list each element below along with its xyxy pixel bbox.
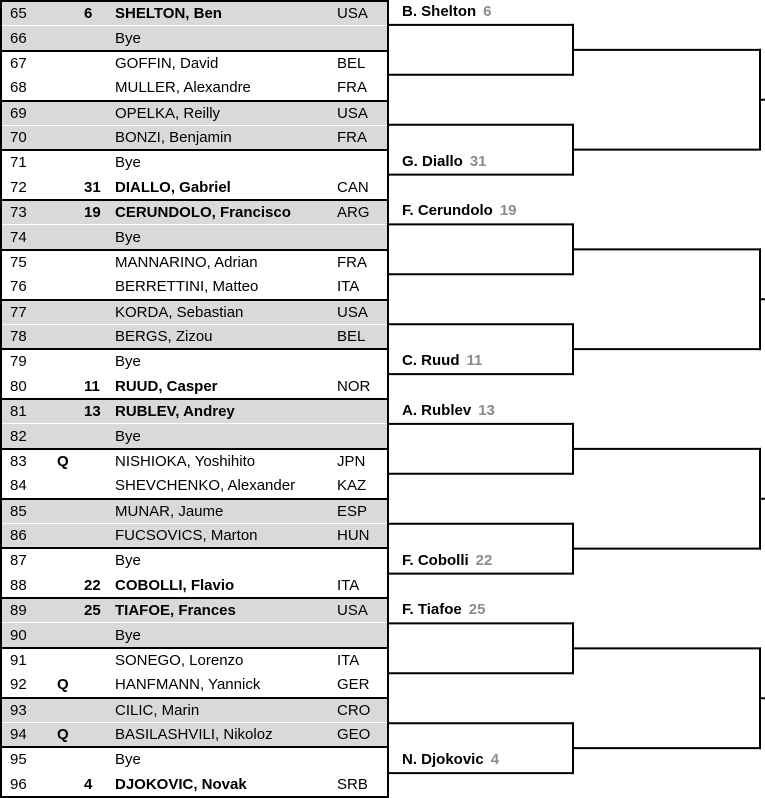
row-player-name: SHELTON, Ben — [115, 5, 222, 23]
row-position: 70 — [10, 129, 27, 147]
row-player-name: Bye — [115, 552, 141, 570]
winner-seed: 4 — [490, 751, 500, 768]
winner-name: B. Shelton — [402, 3, 477, 20]
row-qualifier: Q — [57, 676, 69, 694]
row-position: 79 — [10, 353, 27, 371]
row-country: ITA — [337, 278, 360, 296]
row-position: 85 — [10, 502, 27, 520]
row-player-name: COBOLLI, Flavio — [115, 576, 235, 594]
row-player-name: BERRETTINI, Matteo — [115, 278, 259, 296]
winner-label — [402, 0, 492, 24]
table-row — [2, 746, 387, 771]
table-row — [2, 348, 387, 373]
row-country: USA — [337, 303, 368, 321]
row-player-name: Bye — [115, 626, 141, 644]
row-position: 78 — [10, 328, 27, 346]
table-row — [2, 772, 387, 796]
row-player-name: MUNAR, Jaume — [115, 502, 224, 520]
row-position: 83 — [10, 452, 27, 470]
row-country: KAZ — [337, 477, 367, 495]
row-position: 66 — [10, 29, 27, 47]
winner-label — [402, 199, 517, 223]
row-player-name: Bye — [115, 353, 141, 371]
row-position: 80 — [10, 377, 27, 395]
row-player-name: BONZI, Benjamin — [115, 129, 232, 147]
row-country: ITA — [337, 651, 360, 669]
row-country: JPN — [337, 452, 366, 470]
row-country: SRB — [337, 775, 368, 793]
winner-label — [402, 748, 499, 772]
row-country: USA — [337, 602, 368, 620]
row-country: CRO — [337, 701, 371, 719]
row-position: 65 — [10, 5, 27, 23]
row-country: NOR — [337, 377, 371, 395]
row-player-name: TIAFOE, Frances — [115, 602, 236, 620]
row-country: FRA — [337, 253, 367, 271]
row-position: 96 — [10, 775, 27, 793]
row-position: 87 — [10, 552, 27, 570]
row-position: 91 — [10, 651, 27, 669]
table-row — [2, 249, 387, 274]
row-player-name: DIALLO, Gabriel — [115, 178, 231, 196]
table-row — [2, 274, 387, 298]
winner-name: F. Cerundolo — [402, 202, 493, 219]
table-row — [2, 25, 387, 49]
row-player-name: NISHIOKA, Yoshihito — [115, 452, 256, 470]
winner-seed: 31 — [469, 153, 487, 170]
winner-label — [402, 549, 492, 573]
row-country: BEL — [337, 328, 366, 346]
row-position: 74 — [10, 228, 27, 246]
row-country: GER — [337, 676, 370, 694]
row-seed: 4 — [84, 775, 93, 793]
winner-name: F. Cobolli — [402, 552, 469, 569]
row-position: 67 — [10, 54, 27, 72]
table-row — [2, 573, 387, 597]
row-country: CAN — [337, 178, 369, 196]
row-country: ITA — [337, 576, 360, 594]
row-position: 92 — [10, 676, 27, 694]
row-position: 72 — [10, 178, 27, 196]
row-player-name: CERUNDOLO, Francisco — [115, 204, 291, 222]
row-player-name: CILIC, Marin — [115, 701, 200, 719]
row-player-name: SHEVCHENKO, Alexander — [115, 477, 296, 495]
table-row — [2, 473, 387, 497]
row-player-name: Bye — [115, 154, 141, 172]
table-row — [2, 398, 387, 423]
row-position: 69 — [10, 104, 27, 122]
row-position: 77 — [10, 303, 27, 321]
winner-label — [402, 150, 487, 174]
row-player-name: RUUD, Casper — [115, 377, 218, 395]
winner-label — [402, 598, 485, 622]
winner-name: F. Tiafoe — [402, 601, 462, 618]
round2-lines — [573, 24, 761, 774]
row-country: BEL — [337, 54, 366, 72]
row-position: 84 — [10, 477, 27, 495]
winner-label — [402, 399, 495, 423]
table-row — [2, 722, 387, 746]
table-row — [2, 0, 387, 25]
row-player-name: DJOKOVIC, Novak — [115, 775, 247, 793]
row-position: 68 — [10, 79, 27, 97]
table-row — [2, 100, 387, 125]
row-seed: 11 — [84, 377, 100, 395]
row-qualifier: Q — [57, 726, 69, 744]
row-player-name: SONEGO, Lorenzo — [115, 651, 244, 669]
table-row — [2, 149, 387, 174]
row-player-name: MANNARINO, Adrian — [115, 253, 258, 271]
table-row — [2, 224, 387, 248]
winner-name: N. Djokovic — [402, 751, 484, 768]
table-row — [2, 547, 387, 572]
table-row — [2, 75, 387, 99]
row-player-name: GOFFIN, David — [115, 54, 219, 72]
row-position: 90 — [10, 626, 27, 644]
table-row — [2, 199, 387, 224]
row-player-name: KORDA, Sebastian — [115, 303, 244, 321]
table-row — [2, 50, 387, 75]
winner-name: C. Ruud — [402, 352, 460, 369]
row-position: 88 — [10, 576, 27, 594]
row-player-name: OPELKA, Reilly — [115, 104, 221, 122]
row-position: 93 — [10, 701, 27, 719]
winner-label — [402, 349, 482, 373]
row-player-name: Bye — [115, 427, 141, 445]
row-position: 89 — [10, 602, 27, 620]
row-position: 76 — [10, 278, 27, 296]
row-player-name: HANFMANN, Yannick — [115, 676, 261, 694]
row-country: USA — [337, 104, 368, 122]
table-row — [2, 423, 387, 447]
row-country: FRA — [337, 129, 367, 147]
row-country: HUN — [337, 527, 370, 545]
table-row — [2, 622, 387, 646]
row-country: ESP — [337, 502, 368, 520]
winner-seed: 25 — [468, 601, 486, 618]
row-seed: 19 — [84, 204, 101, 222]
row-position: 75 — [10, 253, 27, 271]
row-player-name: Bye — [115, 228, 141, 246]
winner-seed: 22 — [475, 552, 493, 569]
row-seed: 25 — [84, 602, 101, 620]
table-row — [2, 498, 387, 523]
row-position: 73 — [10, 204, 27, 222]
winner-seed: 6 — [483, 3, 492, 20]
row-qualifier: Q — [57, 452, 69, 470]
winner-seed: 19 — [499, 202, 517, 219]
table-row — [2, 299, 387, 324]
row-player-name: Bye — [115, 751, 141, 769]
row-position: 86 — [10, 527, 27, 545]
row-seed: 22 — [84, 576, 101, 594]
table-row — [2, 647, 387, 672]
row-player-name: BASILASHVILI, Nikoloz — [115, 726, 273, 744]
row-player-name: FUCSOVICS, Marton — [115, 527, 258, 545]
table-row — [2, 523, 387, 547]
row-position: 82 — [10, 427, 27, 445]
row-country: ARG — [337, 204, 370, 222]
row-player-name: RUBLEV, Andrey — [115, 403, 235, 421]
table-row — [2, 374, 387, 398]
row-position: 71 — [10, 154, 27, 172]
winner-seed: 13 — [478, 402, 495, 419]
row-seed: 6 — [84, 5, 93, 23]
table-row — [2, 324, 387, 348]
table-row — [2, 175, 387, 199]
row-country: FRA — [337, 79, 367, 97]
winner-seed: 11 — [466, 352, 483, 369]
row-country: USA — [337, 5, 368, 23]
winner-name: A. Rublev — [402, 402, 472, 419]
table-row — [2, 125, 387, 149]
row-country: GEO — [337, 726, 371, 744]
row-position: 95 — [10, 751, 27, 769]
table-row — [2, 672, 387, 696]
row-seed: 13 — [84, 403, 101, 421]
row-player-name: BERGS, Zizou — [115, 328, 213, 346]
table-row — [2, 448, 387, 473]
row-position: 94 — [10, 726, 27, 744]
winner-name: G. Diallo — [402, 153, 463, 170]
row-player-name: Bye — [115, 29, 141, 47]
round3-lines — [760, 49, 765, 749]
row-seed: 31 — [84, 178, 101, 196]
table-row — [2, 597, 387, 622]
row-player-name: MULLER, Alexandre — [115, 79, 251, 97]
row-position: 81 — [10, 403, 27, 421]
table-row — [2, 697, 387, 722]
